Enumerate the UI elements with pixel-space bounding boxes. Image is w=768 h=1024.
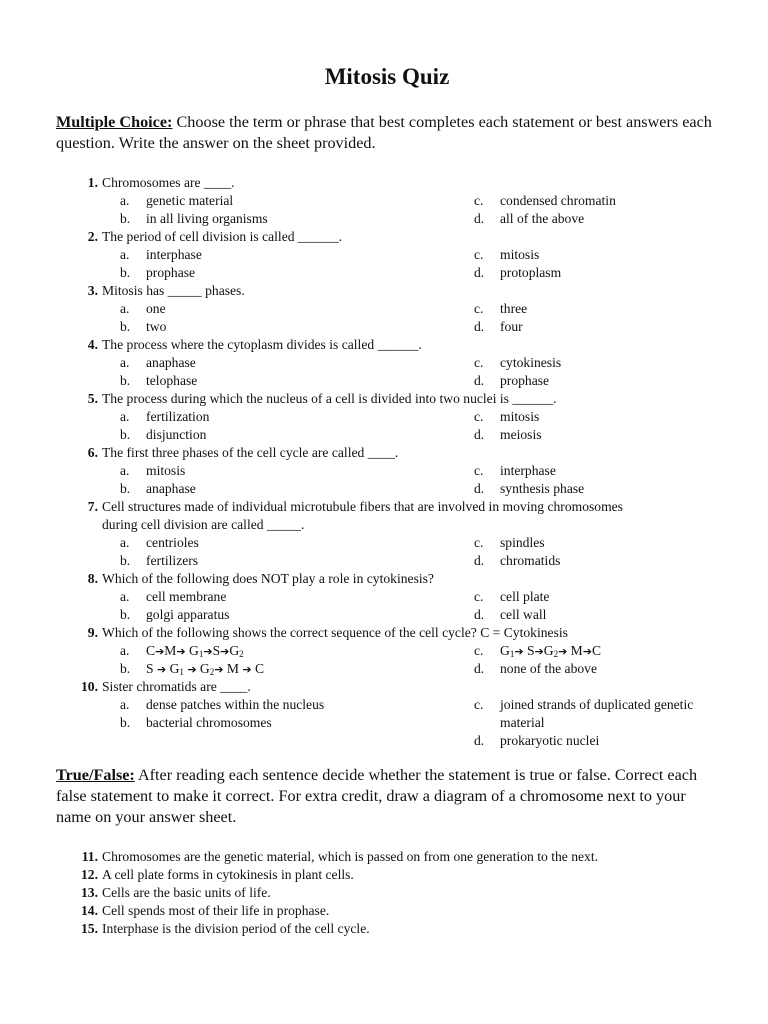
arrow-icon: ➔: [155, 645, 165, 658]
tf-item-11: [0, 848, 768, 866]
question-1: [0, 174, 768, 228]
page-title: Mitosis Quiz: [324, 64, 450, 89]
question-5: [0, 390, 768, 444]
question-number: 3.: [87, 283, 98, 298]
question-text: Which of the following does NOT play a role in cytokinesis?: [102, 571, 434, 586]
question-number: 1.: [87, 175, 98, 190]
multiple-choice-instructions: [56, 112, 716, 154]
option-d: d. prophase: [474, 373, 550, 388]
question-6: [0, 444, 768, 498]
question-text: Mitosis has _____ phases.: [102, 283, 245, 298]
option-b: b. golgi apparatus: [120, 607, 230, 622]
option-d: d. cell wall: [474, 607, 547, 622]
arrow-icon: ➔: [156, 663, 167, 676]
arrow-icon: ➔: [203, 645, 213, 658]
item-number: 12.: [81, 867, 98, 882]
option-d: d. meiosis: [474, 427, 542, 442]
question-text: The process during which the nucleus of a cell is divided into two nuclei is ______.: [102, 391, 557, 406]
option-c: c. interphase: [474, 463, 556, 478]
option-b: b. two: [120, 319, 167, 334]
question-number: 4.: [87, 337, 98, 352]
arrow-icon: ➔: [558, 645, 568, 658]
question-number: 8.: [87, 571, 98, 586]
question-8: [0, 570, 768, 624]
question-number: 7.: [87, 499, 98, 514]
arrow-icon: ➔: [582, 645, 592, 658]
arrow-icon: ➔: [214, 663, 224, 676]
tf-item-13: [0, 884, 768, 902]
item-number: 15.: [81, 921, 98, 936]
question-text-continued: during cell division are called _____.: [102, 517, 305, 532]
item-number: 14.: [81, 903, 98, 918]
question-number: 5.: [87, 391, 98, 406]
option-c: c. joined strands of duplicated genetic: [474, 697, 694, 712]
option-b: b. bacterial chromosomes: [120, 715, 272, 730]
option-b: b. S ➔ $G_1$ ➔ $G_2➔$ M ➔ C: [120, 661, 265, 677]
question-4: [0, 336, 768, 390]
item-text: Chromosomes are the genetic material, which is passed on from one generation to the next.: [102, 849, 599, 864]
question-7: [0, 498, 768, 570]
true-false-instructions: [56, 765, 716, 828]
section-heading-true-false: True/False:: [56, 766, 135, 784]
option-b: b. in all living organisms: [120, 211, 268, 226]
question-text: The process where the cytoplasm divides is called ______.: [102, 337, 422, 352]
option-b: b. anaphase: [120, 481, 196, 496]
arrow-icon: ➔: [176, 645, 186, 658]
arrow-icon: ➔: [534, 645, 544, 658]
option-a: a. mitosis: [120, 463, 186, 478]
option-b: b. prophase: [120, 265, 196, 280]
option-c: c. spindles: [474, 535, 545, 550]
item-text: Interphase is the division period of the cell cycle.: [102, 921, 370, 936]
tf-item-14: [0, 902, 768, 920]
question-text: The first three phases of the cell cycle are called ____.: [102, 445, 399, 460]
option-a: a. dense patches within the nucleus: [120, 697, 325, 712]
option-a: a. anaphase: [120, 355, 196, 370]
section-instructions-text: After reading each sentence decide whether the statement is true or false. Correct each false statement to make it correct. For extra credit, draw a diagram of a chromosome next to your name on your answer sheet.: [56, 766, 698, 826]
arrow-icon: ➔: [514, 645, 524, 658]
option-c: c. mitosis: [474, 247, 540, 262]
item-number: 13.: [81, 885, 98, 900]
option-a: a. interphase: [120, 247, 202, 262]
option-d: d. protoplasm: [474, 265, 562, 280]
arrow-icon: ➔: [187, 663, 197, 676]
option-a: a. C➔M➔ $G_1➔S➔G_2$: [120, 643, 244, 659]
question-2: [0, 228, 768, 282]
option-d: d. all of the above: [474, 211, 585, 226]
item-number: 11.: [81, 849, 98, 864]
section-instructions-text: Choose the term or phrase that best completes each statement or best answers each question. Write the answer on the sheet provided.: [56, 113, 712, 152]
option-a: a. fertilization: [120, 409, 210, 424]
option-c: c. three: [474, 301, 528, 316]
option-c: c. cell plate: [474, 589, 550, 604]
option-c-continued: material: [500, 715, 545, 730]
option-a: a. genetic material: [120, 193, 234, 208]
option-d: d. four: [474, 319, 523, 334]
question-number: 2.: [87, 229, 98, 244]
option-d: d. none of the above: [474, 661, 598, 676]
tf-item-12: [0, 866, 768, 884]
option-d: d. prokaryotic nuclei: [474, 733, 600, 748]
true-false-list: [0, 848, 768, 938]
question-number: 9.: [87, 625, 98, 640]
option-b: b. fertilizers: [120, 553, 199, 568]
tf-item-15: [0, 920, 768, 938]
question-number: 6.: [87, 445, 98, 460]
option-a: a. one: [120, 301, 166, 316]
option-a: a. centrioles: [120, 535, 199, 550]
question-9: [0, 624, 768, 678]
question-text: Chromosomes are ____.: [102, 175, 235, 190]
question-10: [0, 678, 768, 750]
arrow-icon: ➔: [220, 645, 230, 658]
item-text: A cell plate forms in cytokinesis in plant cells.: [102, 867, 354, 882]
question-text: Which of the following shows the correct sequence of the cell cycle? C = Cytokinesis: [102, 625, 568, 640]
option-c: c. condensed chromatin: [474, 193, 616, 208]
question-text: Cell structures made of individual microtubule fibers that are involved in moving chromosomes: [102, 499, 623, 514]
option-b: b. disjunction: [120, 427, 207, 442]
option-c: c. $G_1➔$ $S➔G_2➔$ M➔C: [474, 643, 602, 659]
question-text: Sister chromatids are ____.: [102, 679, 251, 694]
arrow-icon: ➔: [242, 663, 252, 676]
question-3: [0, 282, 768, 336]
item-text: Cell spends most of their life in prophase.: [102, 903, 330, 918]
option-a: a. cell membrane: [120, 589, 227, 604]
question-number: 10.: [81, 679, 98, 694]
option-d: d. chromatids: [474, 553, 561, 568]
option-b: b. telophase: [120, 373, 198, 388]
section-heading-multiple-choice: Multiple Choice:: [56, 113, 173, 131]
option-c: c. cytokinesis: [474, 355, 562, 370]
question-text: The period of cell division is called ______.: [102, 229, 343, 244]
item-text: Cells are the basic units of life.: [102, 885, 271, 900]
option-d: d. synthesis phase: [474, 481, 585, 496]
option-c: c. mitosis: [474, 409, 540, 424]
question-list: [0, 174, 768, 750]
